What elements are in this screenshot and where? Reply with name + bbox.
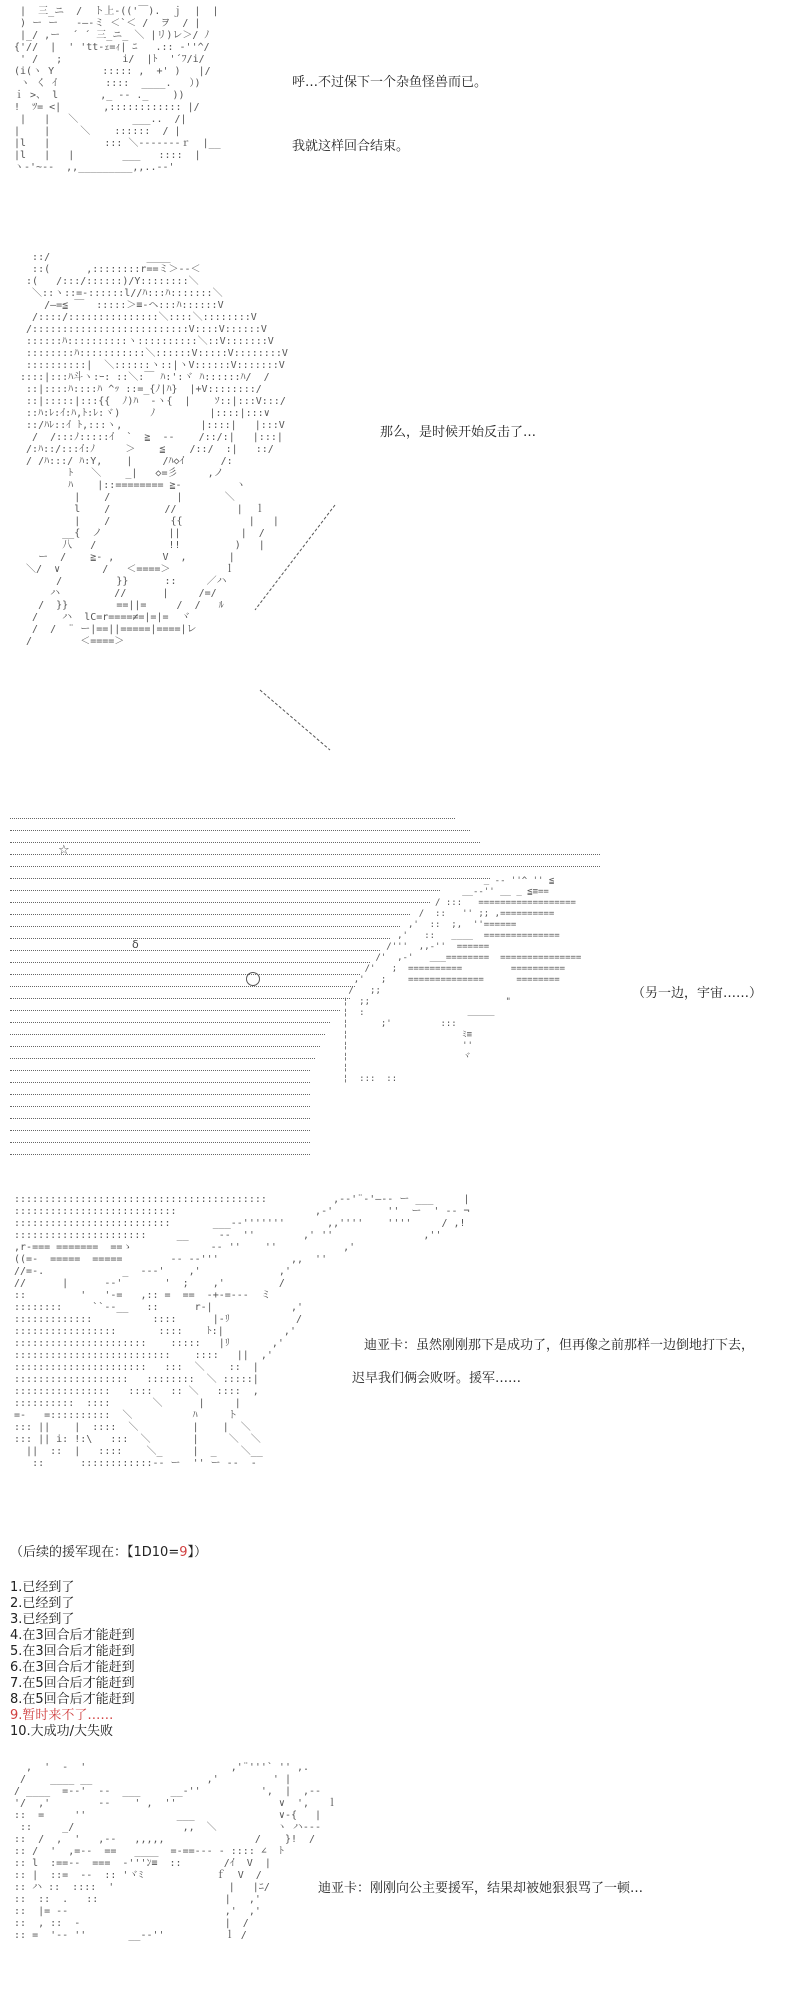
dialog-line: 呼…不过保下一个杂鱼怪兽而已。 — [292, 75, 488, 90]
space-dots-row — [10, 1010, 340, 1011]
ascii-art-character-2: ::/ ____ ::( ,::::::::r==ミ＞-‐＜ :( /:::/::::::)/Y::::::::＼ ＼::ヽ::=-::::::l//ﾊ:::ﾊ:::::::＼ /―=≦ ￣ :::::＞≡-ヘ:::ﾊ::::::V /::::/:::::::::::::::＼::::＼::::::::V /::::::::::::::::::::::::::V::::V::::::V ::::::ﾊ::::::::::ヽ::::::::::＼::V:::::::V ::::::::ﾊ:::::::::::＼::::::V:::::V::::::::V ::::::::::| ＼::::::ヽ::|ヽV::::::V:::::::V ::::|:::ﾊ斗ヽ:ｰ: ::＼:￣ ﾊ:':ヾ ﾊ::::::ﾊ/ / ::|::::ﾊ::::ﾊ ^ｯ ::=_{ﾉ|ﾊ} |+V::::::::/ ::|:::::|:::{{ ﾉ)ﾊ -ヽ{ | ｿ::|:::V:::/ ::ﾊ:ﾚ:ｲ:ﾊ,ﾄ:ﾚ:ヾ) ﾉ |::::|:::∨ ::/ﾊﾚ::ｲ ﾄ,:::ヽ, |::::| |:::V / /:::ﾉ:::::ｲ ` ≧ -‐ /::/:| |:::| /:ﾊ::/:::ｲ:ﾉ ＞ ≦ /::/ :| ::/ / /ﾊ:::/ ﾊ:Y, | /ﾊ◇ｲ /: ﾄ ＼ _| ◇=彡 ,ノ ﾊ |::======== ≧- ヽ | / | ＼ l / // | ｌ | / {{ | | __{ ノ || | / 八 / !! ) | ー / ≧- , V , | ＼/ ∨ / ＜====＞ ｌ / }} :: ／ハ ハ // | /=/ / }} ==||= / / ﾙ / ハ lC=r====≠=|=|= ヾ / / ¨ ー|==||=====|====|レ / ＜====＞ — [20, 252, 288, 647]
dialog-line: 迪亚卡：刚刚向公主要援军，结果却被她狠狠骂了一顿… — [318, 1881, 644, 1896]
roll-option: 3.已经到了 — [10, 1612, 75, 1627]
ascii-art-character-1: | 三_ニ / ト上-(('￣). ｊ | | ) ー ー -―-ミ ＜`＜ / ヲ / | |_/ ,ー ´ ´ 三_ニ_ ＼ |リ)レ＞/ ﾉ {'// | ' 'tt-ｪ=ｨ| ﾆ .:: -''^/ ' / ; i/ |ﾄ '´ﾌ/i/ (i(ヽ Y ::::: , +' ) |/ ヽ く ｲ :::: ____. ）) ｉ >、 l ,_ -- ._ )) ! ﾂ= <| ,:::::::::::: |/ | | ＼ ___.. /| | | ＼ :::::: / | |l | ::: ＼-------ｒ |__ |l | | ___ :::: | ヽ-'~-- ,,_________,,..--' — [14, 6, 221, 173]
dialog-line: 那么，是时候开始反击了… — [380, 425, 537, 440]
ascii-art-character-4: , ' - ' ,'¨'''` '' ,. / ____ __ ,' ' | / ____ =-‐' ‐- ___ __-'' ', | ,-- '/ ,' ‐- ' , '' ∨ ', ｌ :: = '' ___ ∨-{ | :: _/ ,, ＼ ヽ ハ--‐ :: / , ' ,-- ,,,,, / }! / :: / ' ,=-- == ____ =-==‐-‐ - :::: ∠ ﾄ :: l :==-- === ‐'''ﾝ≡ :: /ｲ V | :: | ::= ‐‐ :: 'ヾﾐ ｆ V / :: ハ :: :::: ' | |ﾆ/ :: :: . :: | ,' :: |= -- ,' ,' :: , :: ‐ | / :: = '-- '' __--'' ｌ / — [14, 1762, 338, 1941]
roll-option: 10.大成功/大失败 — [10, 1724, 114, 1739]
roll-option: 6.在3回合后才能赶到 — [10, 1660, 135, 1675]
space-dots-row — [10, 1106, 310, 1107]
roll-option: 8.在5回合后才能赶到 — [10, 1692, 135, 1707]
planet-circle — [246, 972, 260, 986]
space-dots-row — [10, 854, 600, 855]
space-dots-row — [10, 1142, 310, 1143]
space-dots-row — [10, 1154, 310, 1155]
space-dots-row — [10, 1094, 310, 1095]
roll-option: 9.暂时来不了…… — [10, 1708, 114, 1723]
space-dots-row — [10, 1046, 320, 1047]
space-dots-row — [10, 842, 480, 843]
space-dots-row — [10, 1118, 310, 1119]
roll-option: 4.在3回合后才能赶到 — [10, 1628, 135, 1643]
space-dots-row — [10, 1022, 330, 1023]
roll-header-suffix: 】） — [187, 1545, 208, 1560]
space-dots-row — [10, 1058, 315, 1059]
location-caption: （另一边，宇宙……） — [632, 986, 763, 1001]
roll-option: 7.在5回合后才能赶到 — [10, 1676, 135, 1691]
ascii-art-spaceship: _ -‐ ''^ '' ≦ __-‐'' __ _ ≦≡== / ::: ================== / :: '' ;; ,========== ,' :: ;, ''====== ,' :: ____ ============== /''' ,,-'' ====== /' ,-' ___======== =============== /' ; ========== ========== ,' ; ============== ======== / ;; ¦ ;; " ¦ : ＿＿＿ ¦ ;' ::: ¦ ﾐ≡ ¦ '' ¦ ヾ ¦ ¦ ::: :: — [342, 876, 582, 1084]
roll-option: 2.已经到了 — [10, 1596, 75, 1611]
roll-option: 1.已经到了 — [10, 1580, 75, 1595]
roll-option: 5.在3回合后才能赶到 — [10, 1644, 135, 1659]
dialog-line: 迟早我们俩会败呀。援军…… — [352, 1371, 522, 1386]
space-dots-row — [10, 866, 600, 867]
space-dots-row — [10, 1082, 310, 1083]
space-dots-row — [10, 986, 355, 987]
roll-result-value: 9 — [179, 1545, 188, 1560]
dice-roll-header — [10, 1545, 207, 1560]
ascii-art-character-3: :::::::::::::::::::::::::::::::::::::::::: ,--'¨-'―-- ー ___ | ::::::::::::::::::::::::::: ,-' '' ー ' -- ¬ :::::::::::::::::::::::::: ___--''''''' ,,'''' '''' / ,! :::::::::::::::::::::: __ -- '' ,' '' ,'' ,r-=== ======= ==ゝ -‐ '' '' ,' ((=- ===== ===== -- ‐‐''' ,, '' //=-. _ --‐' ,' ,' // | --' ' ; ,' / :: ' '-= ,:: = == ‐+-=‐‐‐ ミ :::::::: ``--__ :: r-| ,' ::::::::::::: :::: |-ﾘ / ::::::::::::::::: :::: ﾄ:| ,' :::::::::::::::::::::: ::::: |ﾘ ,' :::::::::::::::::::::::::: :::: || ,' :::::::::::::::::::::: ::: ＼ :: | ::::::::::::::::::: :::::::: ＼ :::::| :::::::::::::::: :::: :: ＼ :::: , :::::::::: :::: ＼ | | =- =:::::::::: ＼ ﾊ ト ::: || | :::: ＼ | | ＼ ::: || i: !:\ ::: ＼ | ＼ ＼ || :: | :::: ＼_ | _ ＼__ :: ::::::::::::‐‐ ー '' ー ‐‐ - — [14, 1194, 470, 1469]
space-dots-row — [10, 998, 350, 999]
sword-lines — [230, 500, 350, 760]
roll-header-prefix: （后续的援军现在：【1D10= — [10, 1545, 180, 1560]
dialog-line: 我就这样回合结束。 — [292, 139, 410, 154]
space-dots-row — [10, 1130, 310, 1131]
star-icon: ☆ — [58, 843, 70, 858]
delta-icon: δ — [132, 938, 139, 951]
space-dots-row — [10, 1070, 310, 1071]
space-dots-row — [10, 830, 470, 831]
space-dots-row — [10, 1034, 325, 1035]
space-dots-row — [10, 818, 455, 819]
dialog-line: 迪亚卡：虽然刚刚那下是成功了，但再像之前那样一边倒地打下去， — [364, 1338, 755, 1353]
